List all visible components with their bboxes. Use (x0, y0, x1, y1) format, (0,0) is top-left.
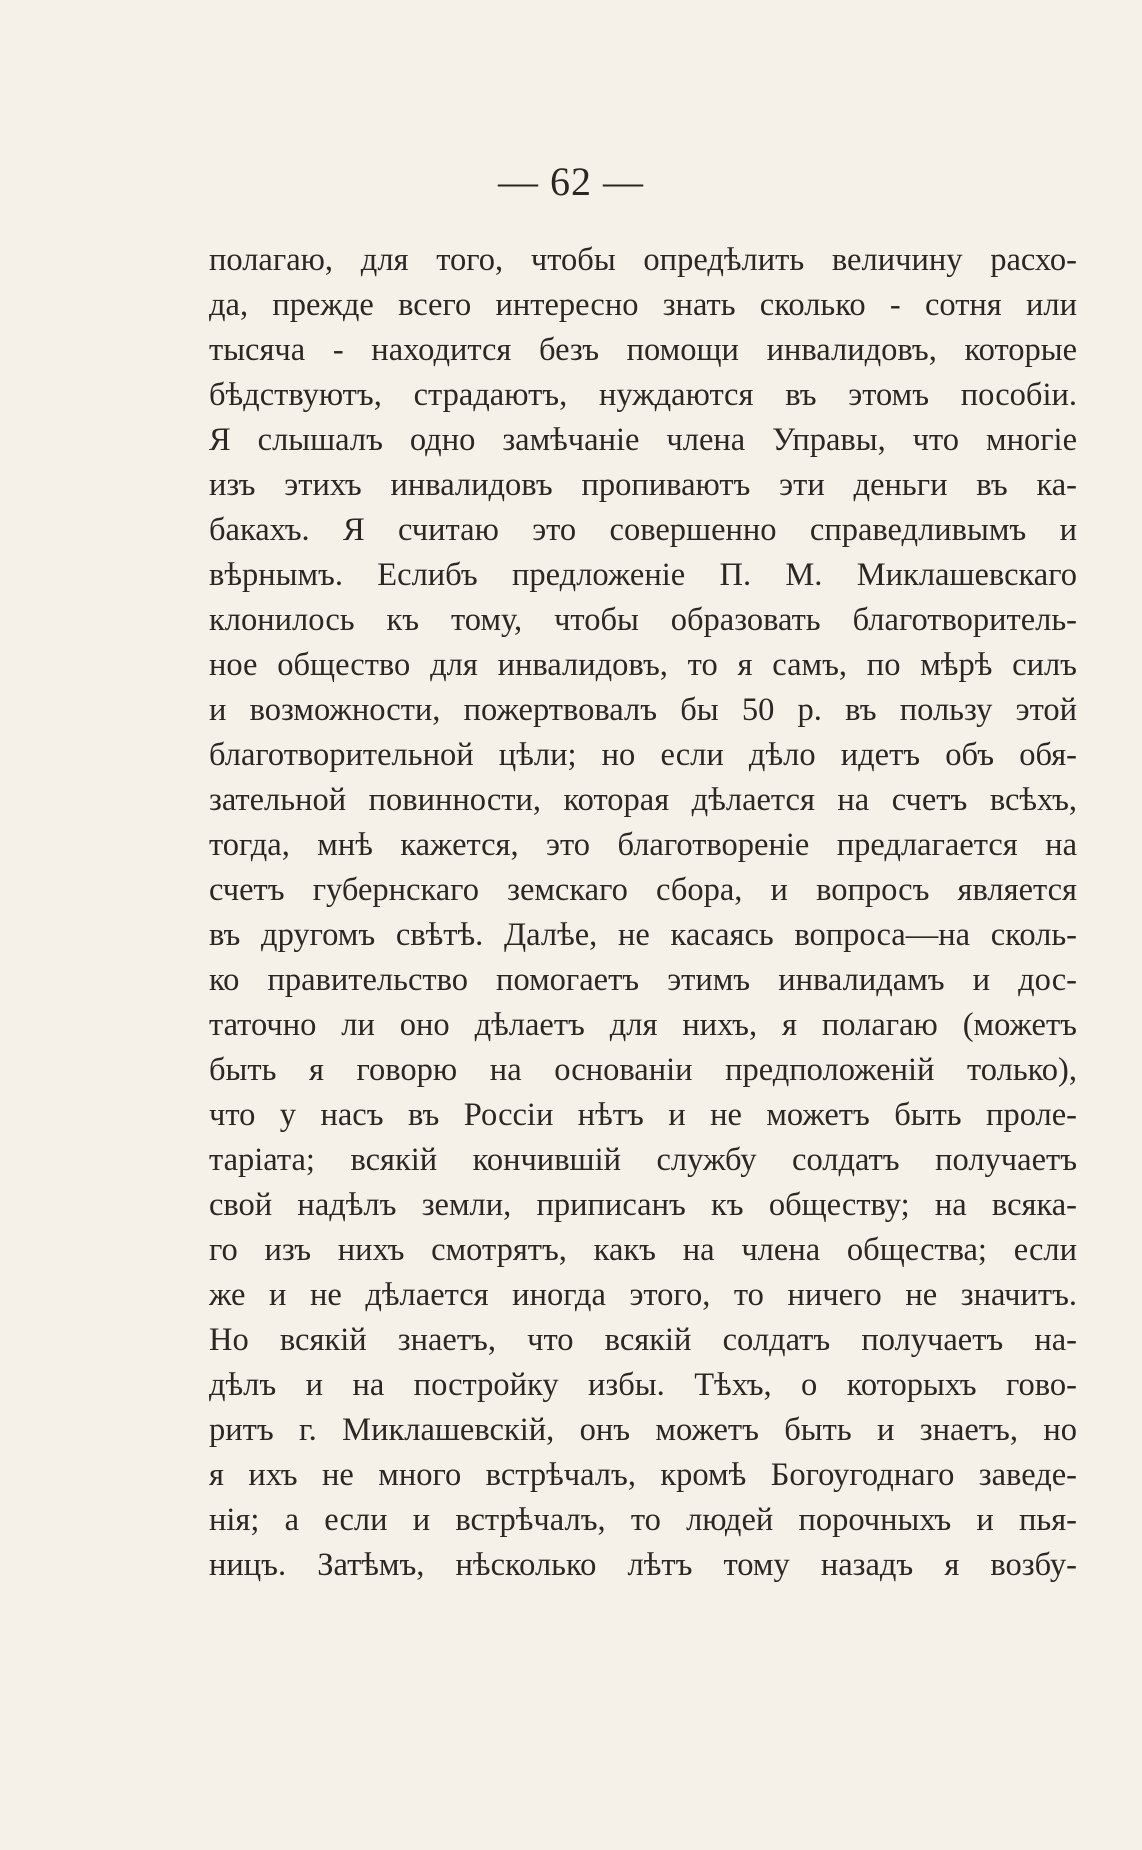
text-line: ницъ. Затѣмъ, нѣсколько лѣтъ тому назадъ я возбу- (209, 1547, 1077, 1583)
text-line: тысяча - находится безъ помощи инвалидовъ, которые (209, 332, 1077, 368)
text-line: полагаю, для того, чтобы опредѣлить величину расхо- (209, 242, 1077, 278)
text-line: въ другомъ свѣтѣ. Далѣе, не касаясь вопроса—на сколь- (209, 917, 1077, 953)
text-line: дѣлъ и на постройку избы. Тѣхъ, о которыхъ гово- (209, 1367, 1077, 1403)
text-line: клонилось къ тому, чтобы образовать благотворитель- (209, 602, 1077, 638)
text-line: ное общество для инвалидовъ, то я самъ, по мѣрѣ силъ (209, 647, 1077, 683)
text-line: что у насъ въ Россіи нѣтъ и не можетъ быть проле- (209, 1097, 1077, 1133)
text-line: счетъ губернскаго земскаго сбора, и вопросъ является (209, 872, 1077, 908)
text-line: я ихъ не много встрѣчалъ, кромѣ Богоугоднаго заведе- (209, 1457, 1077, 1493)
text-line: бакахъ. Я считаю это совершенно справедливымъ и (209, 512, 1077, 548)
text-line: таріата; всякій кончившій службу солдатъ получаетъ (209, 1142, 1077, 1178)
text-line: ритъ г. Миклашевскій, онъ можетъ быть и знаетъ, но (209, 1412, 1077, 1448)
text-line: таточно ли оно дѣлаетъ для нихъ, я полагаю (можетъ (209, 1007, 1077, 1043)
text-line: зательной повинности, которая дѣлается на счетъ всѣхъ, (209, 782, 1077, 818)
text-line: благотворительной цѣли; но если дѣло идетъ объ обя- (209, 737, 1077, 773)
text-line: вѣрнымъ. Еслибъ предложеніе П. М. Миклашевскаго (209, 557, 1077, 593)
text-line: тогда, мнѣ кажется, это благотвореніе предлагается на (209, 827, 1077, 863)
text-line: Я слышалъ одно замѣчаніе члена Управы, что многіе (209, 422, 1077, 458)
text-line: да, прежде всего интересно знать сколько - сотня или (209, 287, 1077, 323)
text-line: быть я говорю на основаніи предположеній только), (209, 1052, 1077, 1088)
text-line: же и не дѣлается иногда этого, то ничего не значитъ. (209, 1277, 1077, 1313)
text-line: го изъ нихъ смотрятъ, какъ на члена общества; если (209, 1232, 1077, 1268)
page-number: — 62 — (498, 159, 644, 204)
text-line: изъ этихъ инвалидовъ пропиваютъ эти деньги въ ка- (209, 467, 1077, 503)
text-line: ко правительство помогаетъ этимъ инвалидамъ и дос- (209, 962, 1077, 998)
text-line: нія; а если и встрѣчалъ, то людей порочныхъ и пья- (209, 1502, 1077, 1538)
text-line: Но всякій знаетъ, что всякій солдатъ получаетъ на- (209, 1322, 1077, 1358)
body-text (209, 238, 1077, 1588)
text-line: бѣдствуютъ, страдаютъ, нуждаются въ этомъ пособіи. (209, 377, 1077, 413)
text-line: свой надѣлъ земли, приписанъ къ обществу; на всяка- (209, 1187, 1077, 1223)
text-line: и возможности, пожертвовалъ бы 50 р. въ пользу этой (209, 692, 1077, 728)
